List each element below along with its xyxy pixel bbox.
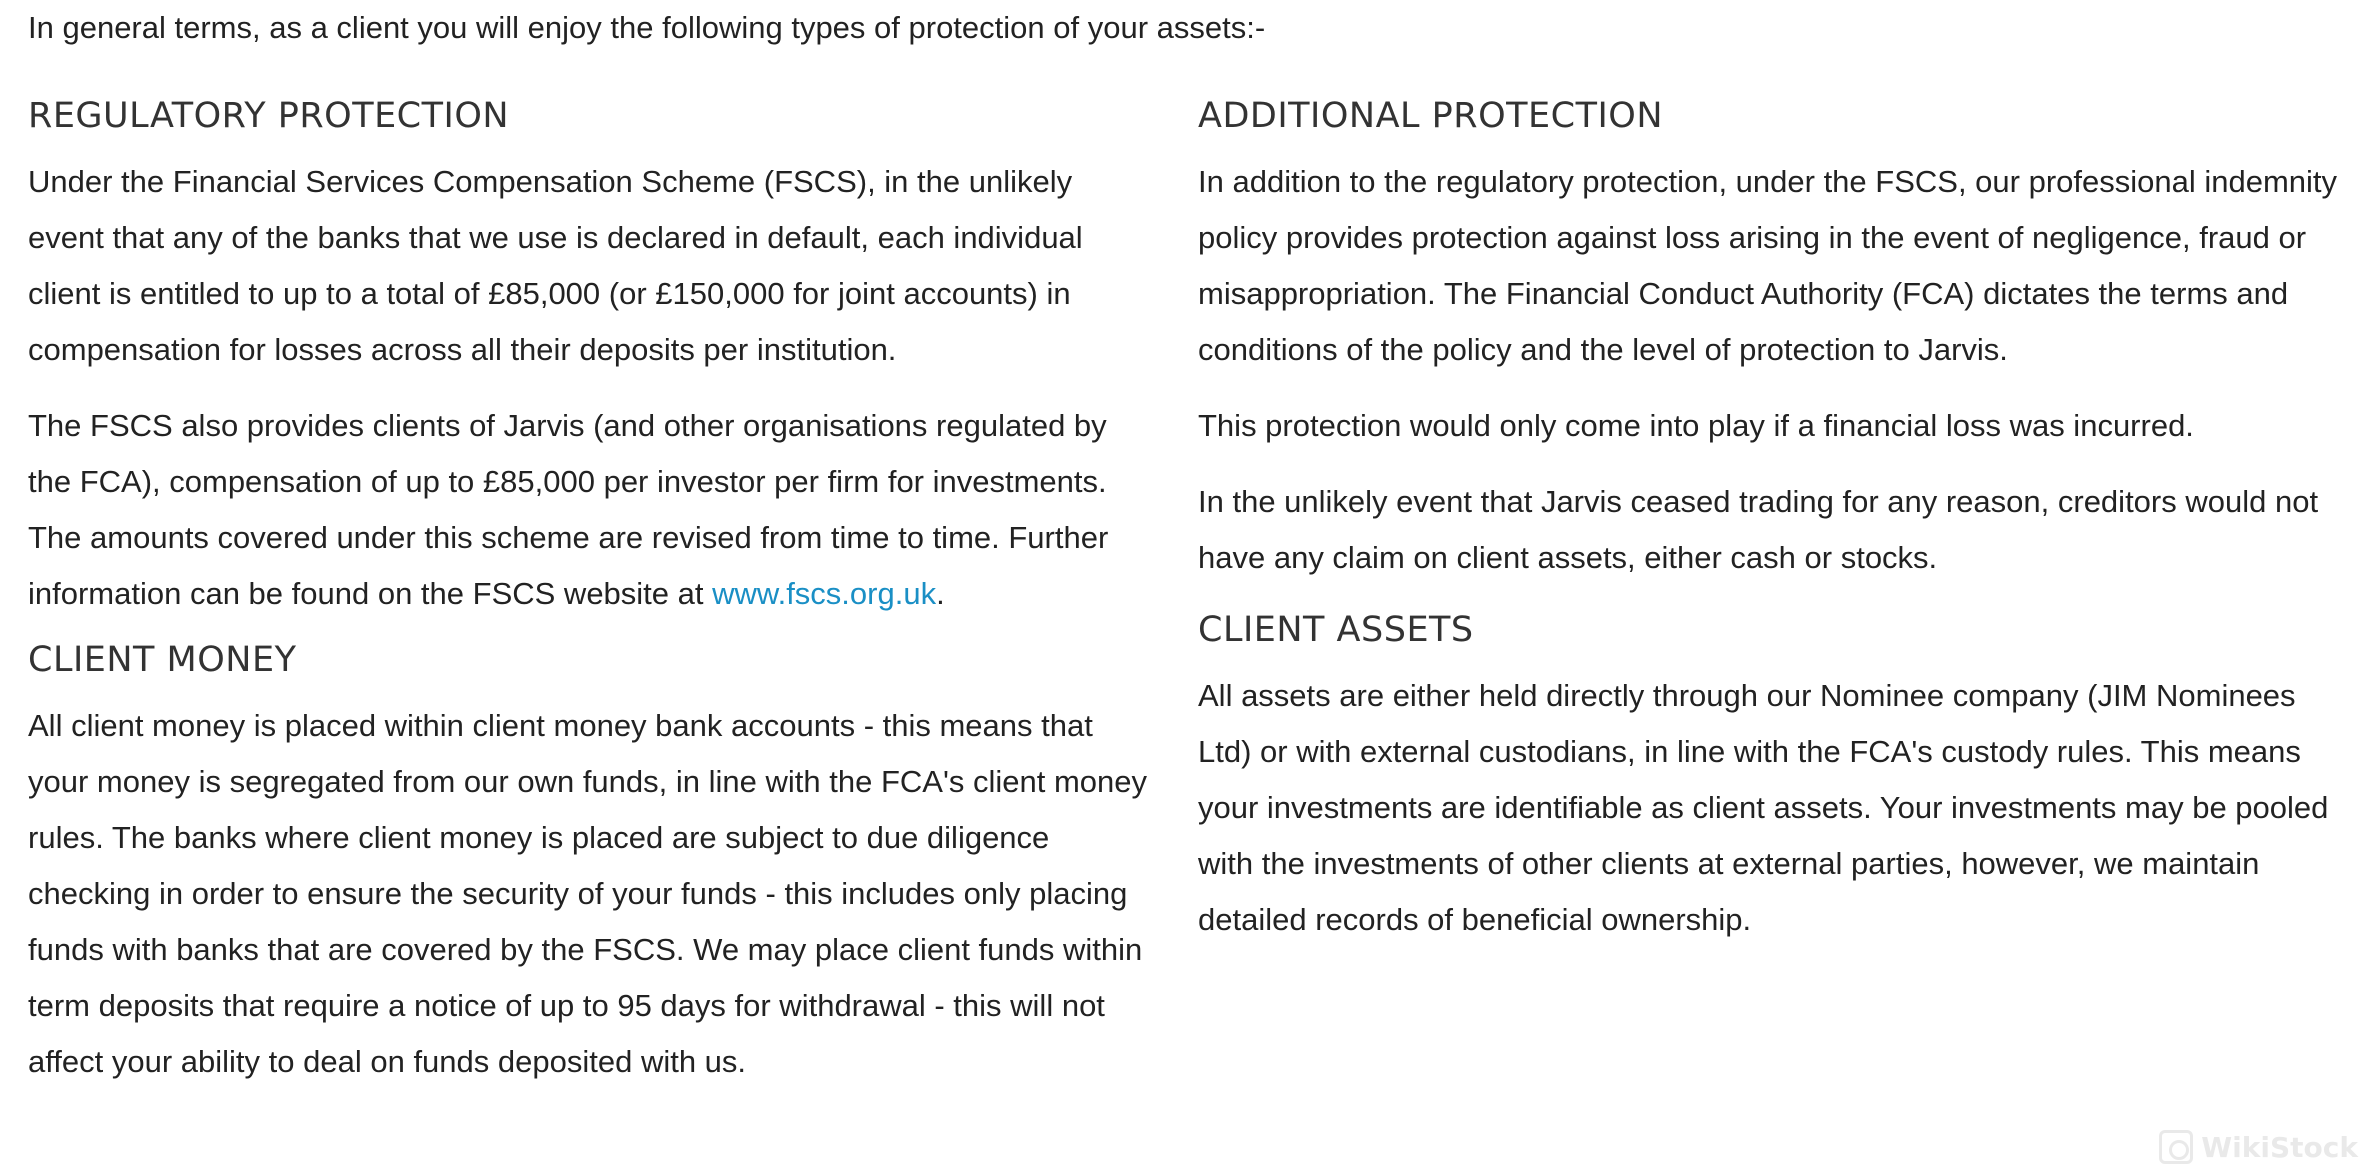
regulatory-protection-paragraph-2-text: The FSCS also provides clients of Jarvis (and other organisations regulated by the FCA), compensation of up to £85,000 per investor per firm for investments. The amounts covered under this scheme are revised from time to time. Further information can be found on the FSCS website at <box>28 408 1109 611</box>
additional-protection-section <box>1198 92 2338 586</box>
client-assets-paragraph-1: All assets are either held directly through our Nominee company (JIM Nominees Ltd) or with external custodians, in line with the FCA's custody rules. This means your investments are identifiable as client assets. Your investments may be pooled with the investments of other clients at external parties, however, we maintain detailed records of beneficial ownership. <box>1198 678 2329 937</box>
additional-protection-paragraph-2: This protection would only come into play if a financial loss was incurred. <box>1198 408 2194 443</box>
client-money-paragraph-1: All client money is placed within client money bank accounts - this means that your money is segregated from our own funds, in line with the FCA's client money rules. The banks where client money is placed are subject to due diligence checking in order to ensure the security of your funds - this includes only placing funds with banks that are covered by the FSCS. We may place client funds within term deposits that require a notice of up to 95 days for withdrawal - this will not affect your ability to deal on funds deposited with us. <box>28 708 1147 1079</box>
fscs-website-link[interactable]: www.fscs.org.uk <box>712 576 937 611</box>
right-column <box>1198 92 2338 968</box>
left-column <box>28 92 1148 1110</box>
wikistock-watermark <box>2159 1130 2358 1164</box>
regulatory-protection-paragraph-1: Under the Financial Services Compensation Scheme (FSCS), in the unlikely event that any of the banks that we use is declared in default, each individual client is entitled to up to a total of £85,000 (or £150,000 for joint accounts) in compensation for losses across all their deposits per institution. <box>28 164 1083 367</box>
client-assets-section <box>1198 606 2338 948</box>
regulatory-protection-heading: REGULATORY PROTECTION <box>28 96 510 136</box>
regulatory-protection-section <box>28 92 1148 622</box>
wikistock-logo-icon <box>2159 1130 2193 1164</box>
regulatory-protection-paragraph-2-end: . <box>936 576 945 611</box>
intro-text: In general terms, as a client you will enjoy the following types of protection of your assets:- <box>28 10 1266 45</box>
page-content <box>28 0 2338 1168</box>
client-assets-heading: CLIENT ASSETS <box>1198 610 1474 650</box>
watermark-text: WikiStock <box>2201 1130 2358 1164</box>
client-money-heading: CLIENT MONEY <box>28 640 297 680</box>
additional-protection-paragraph-1: In addition to the regulatory protection, under the FSCS, our professional indemnity policy provides protection against loss arising in the event of negligence, fraud or misappropriation. The Financial Conduct Authority (FCA) dictates the terms and conditions of the policy and the level of protection to Jarvis. <box>1198 164 2338 367</box>
client-money-section <box>28 636 1148 1090</box>
regulatory-protection-paragraph-2 <box>28 398 1148 622</box>
additional-protection-paragraph-3: In the unlikely event that Jarvis ceased trading for any reason, creditors would not have any claim on client assets, either cash or stocks. <box>1198 484 2319 575</box>
additional-protection-heading: ADDITIONAL PROTECTION <box>1198 96 1664 136</box>
